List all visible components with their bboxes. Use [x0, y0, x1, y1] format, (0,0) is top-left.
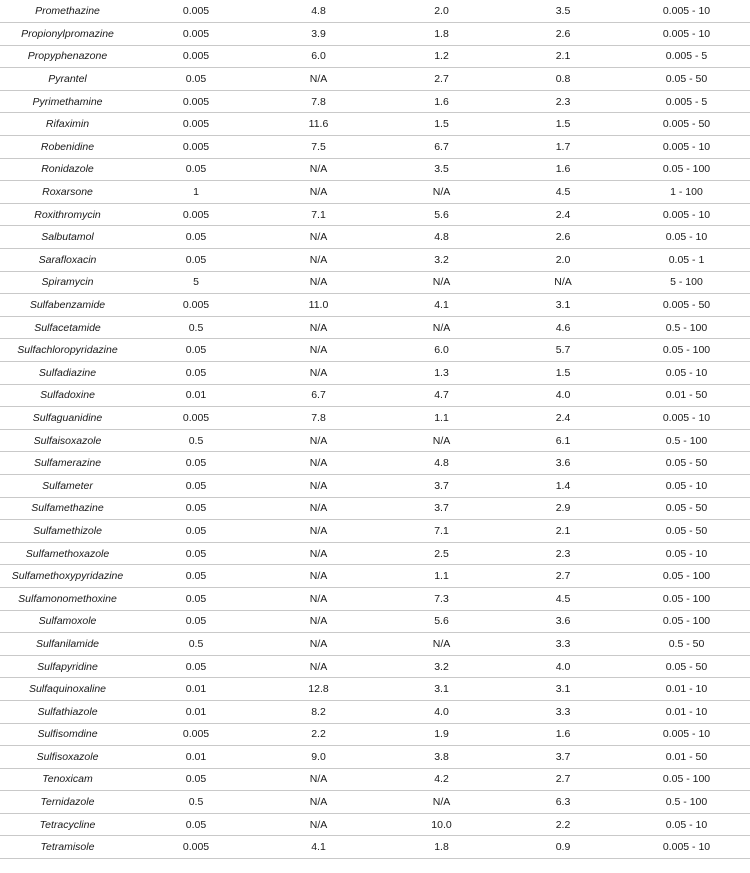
value-cell-2: 7.8	[257, 407, 380, 430]
value-cell-1: 0.5	[135, 633, 257, 656]
compound-name-cell: Sulfisomdine	[0, 723, 135, 746]
table-row	[0, 316, 750, 339]
compound-name-cell: Sulfamethoxypyridazine	[0, 565, 135, 588]
value-cell-4: 2.4	[503, 203, 623, 226]
value-cell-4: 1.5	[503, 362, 623, 385]
value-cell-4: 4.0	[503, 655, 623, 678]
value-cell-2: 4.1	[257, 836, 380, 859]
table-row	[0, 68, 750, 91]
range-cell: 0.05 - 10	[623, 226, 750, 249]
range-cell: 0.005 - 10	[623, 0, 750, 23]
value-cell-2: N/A	[257, 565, 380, 588]
value-cell-2: N/A	[257, 633, 380, 656]
range-cell: 0.05 - 100	[623, 565, 750, 588]
value-cell-4: 2.9	[503, 497, 623, 520]
range-cell: 0.05 - 50	[623, 520, 750, 543]
table-row	[0, 294, 750, 317]
value-cell-1: 0.01	[135, 746, 257, 769]
range-cell: 0.005 - 10	[623, 407, 750, 430]
range-cell: 0.01 - 50	[623, 384, 750, 407]
value-cell-3: 1.8	[380, 23, 503, 46]
value-cell-3: 4.7	[380, 384, 503, 407]
value-cell-4: 1.5	[503, 113, 623, 136]
value-cell-1: 0.01	[135, 384, 257, 407]
value-cell-4: 2.3	[503, 90, 623, 113]
value-cell-2: N/A	[257, 497, 380, 520]
value-cell-2: 3.9	[257, 23, 380, 46]
table-row	[0, 655, 750, 678]
compound-name-cell: Salbutamol	[0, 226, 135, 249]
value-cell-1: 0.005	[135, 90, 257, 113]
value-cell-3: 1.9	[380, 723, 503, 746]
value-cell-2: N/A	[257, 610, 380, 633]
range-cell: 0.05 - 10	[623, 474, 750, 497]
value-cell-3: 4.8	[380, 452, 503, 475]
table-row	[0, 587, 750, 610]
table-row	[0, 384, 750, 407]
compound-name-cell: Roxithromycin	[0, 203, 135, 226]
value-cell-1: 0.5	[135, 429, 257, 452]
value-cell-3: 1.8	[380, 836, 503, 859]
range-cell: 0.05 - 100	[623, 768, 750, 791]
table-row	[0, 768, 750, 791]
value-cell-3: 1.5	[380, 113, 503, 136]
value-cell-4: 2.7	[503, 768, 623, 791]
value-cell-2: N/A	[257, 339, 380, 362]
table-row	[0, 203, 750, 226]
range-cell: 0.05 - 10	[623, 813, 750, 836]
value-cell-2: N/A	[257, 768, 380, 791]
value-cell-4: 4.6	[503, 316, 623, 339]
value-cell-4: 3.1	[503, 294, 623, 317]
value-cell-1: 0.05	[135, 362, 257, 385]
compound-name-cell: Ternidazole	[0, 791, 135, 814]
table-row	[0, 520, 750, 543]
compound-name-cell: Tetramisole	[0, 836, 135, 859]
value-cell-1: 0.05	[135, 226, 257, 249]
value-cell-3: N/A	[380, 791, 503, 814]
value-cell-4: N/A	[503, 271, 623, 294]
value-cell-1: 0.01	[135, 700, 257, 723]
compound-name-cell: Ronidazole	[0, 158, 135, 181]
value-cell-1: 0.05	[135, 565, 257, 588]
table-row	[0, 181, 750, 204]
range-cell: 0.5 - 100	[623, 791, 750, 814]
value-cell-3: 4.1	[380, 294, 503, 317]
value-cell-1: 0.05	[135, 587, 257, 610]
compound-name-cell: Robenidine	[0, 136, 135, 159]
value-cell-4: 6.3	[503, 791, 623, 814]
value-cell-2: 6.0	[257, 45, 380, 68]
value-cell-3: 3.1	[380, 678, 503, 701]
value-cell-2: 11.6	[257, 113, 380, 136]
compound-name-cell: Sulfathiazole	[0, 700, 135, 723]
compound-name-cell: Sulfisoxazole	[0, 746, 135, 769]
compound-name-cell: Sulfamonomethoxine	[0, 587, 135, 610]
value-cell-1: 0.05	[135, 339, 257, 362]
value-cell-2: N/A	[257, 474, 380, 497]
value-cell-3: 4.2	[380, 768, 503, 791]
value-cell-4: 3.6	[503, 610, 623, 633]
value-cell-3: 1.3	[380, 362, 503, 385]
compound-name-cell: Promethazine	[0, 0, 135, 23]
value-cell-4: 1.7	[503, 136, 623, 159]
table-row	[0, 542, 750, 565]
value-cell-2: N/A	[257, 181, 380, 204]
value-cell-4: 4.0	[503, 384, 623, 407]
value-cell-3: 2.7	[380, 68, 503, 91]
value-cell-2: N/A	[257, 68, 380, 91]
compound-name-cell: Sulfaquinoxaline	[0, 678, 135, 701]
value-cell-1: 0.005	[135, 113, 257, 136]
value-cell-1: 5	[135, 271, 257, 294]
table-row	[0, 497, 750, 520]
value-cell-2: 9.0	[257, 746, 380, 769]
range-cell: 0.005 - 5	[623, 45, 750, 68]
value-cell-1: 0.5	[135, 791, 257, 814]
compound-name-cell: Sulfamoxole	[0, 610, 135, 633]
range-cell: 0.05 - 50	[623, 452, 750, 475]
value-cell-3: N/A	[380, 316, 503, 339]
value-cell-1: 0.005	[135, 136, 257, 159]
compound-name-cell: Sulfameter	[0, 474, 135, 497]
table-row	[0, 23, 750, 46]
value-cell-2: N/A	[257, 791, 380, 814]
value-cell-3: 3.2	[380, 655, 503, 678]
value-cell-4: 4.5	[503, 587, 623, 610]
range-cell: 0.05 - 100	[623, 587, 750, 610]
value-cell-2: N/A	[257, 226, 380, 249]
value-cell-4: 3.3	[503, 700, 623, 723]
value-cell-3: 3.5	[380, 158, 503, 181]
table-row	[0, 723, 750, 746]
value-cell-3: 2.0	[380, 0, 503, 23]
table-row	[0, 113, 750, 136]
table-row	[0, 791, 750, 814]
value-cell-1: 0.05	[135, 474, 257, 497]
range-cell: 0.05 - 1	[623, 249, 750, 272]
compound-name-cell: Sulfanilamide	[0, 633, 135, 656]
range-cell: 0.05 - 100	[623, 610, 750, 633]
value-cell-3: 6.0	[380, 339, 503, 362]
value-cell-2: N/A	[257, 542, 380, 565]
value-cell-4: 1.6	[503, 158, 623, 181]
value-cell-3: 5.6	[380, 203, 503, 226]
table-row	[0, 429, 750, 452]
range-cell: 0.005 - 5	[623, 90, 750, 113]
table-row	[0, 452, 750, 475]
compound-name-cell: Propyphenazone	[0, 45, 135, 68]
value-cell-2: 11.0	[257, 294, 380, 317]
value-cell-4: 2.6	[503, 23, 623, 46]
value-cell-3: N/A	[380, 271, 503, 294]
table-row	[0, 474, 750, 497]
range-cell: 0.005 - 10	[623, 23, 750, 46]
compound-name-cell: Sulfamethoxazole	[0, 542, 135, 565]
value-cell-1: 0.005	[135, 836, 257, 859]
value-cell-3: 7.1	[380, 520, 503, 543]
value-cell-4: 3.3	[503, 633, 623, 656]
value-cell-1: 0.05	[135, 768, 257, 791]
value-cell-1: 0.005	[135, 203, 257, 226]
compound-name-cell: Sulfaguanidine	[0, 407, 135, 430]
value-cell-3: N/A	[380, 633, 503, 656]
value-cell-4: 3.6	[503, 452, 623, 475]
value-cell-2: 6.7	[257, 384, 380, 407]
range-cell: 1 - 100	[623, 181, 750, 204]
value-cell-1: 0.01	[135, 678, 257, 701]
value-cell-3: N/A	[380, 181, 503, 204]
compound-name-cell: Roxarsone	[0, 181, 135, 204]
compound-name-cell: Sulfapyridine	[0, 655, 135, 678]
compound-name-cell: Sulfacetamide	[0, 316, 135, 339]
value-cell-1: 0.05	[135, 158, 257, 181]
table-row	[0, 362, 750, 385]
value-cell-2: 7.8	[257, 90, 380, 113]
value-cell-2: N/A	[257, 158, 380, 181]
value-cell-3: 3.8	[380, 746, 503, 769]
value-cell-1: 0.05	[135, 497, 257, 520]
value-cell-2: N/A	[257, 316, 380, 339]
table-row	[0, 836, 750, 859]
value-cell-1: 0.005	[135, 723, 257, 746]
table-row	[0, 678, 750, 701]
range-cell: 0.005 - 10	[623, 723, 750, 746]
range-cell: 0.05 - 10	[623, 542, 750, 565]
range-cell: 0.5 - 100	[623, 316, 750, 339]
table-row	[0, 565, 750, 588]
value-cell-3: 4.0	[380, 700, 503, 723]
table-row	[0, 158, 750, 181]
compound-name-cell: Tenoxicam	[0, 768, 135, 791]
value-cell-3: N/A	[380, 429, 503, 452]
range-cell: 0.05 - 50	[623, 68, 750, 91]
value-cell-4: 5.7	[503, 339, 623, 362]
value-cell-3: 3.7	[380, 474, 503, 497]
value-cell-4: 3.1	[503, 678, 623, 701]
range-cell: 0.05 - 50	[623, 497, 750, 520]
value-cell-1: 0.05	[135, 610, 257, 633]
compound-name-cell: Sulfaisoxazole	[0, 429, 135, 452]
table-row	[0, 136, 750, 159]
compound-name-cell: Sulfabenzamide	[0, 294, 135, 317]
value-cell-1: 0.5	[135, 316, 257, 339]
value-cell-4: 2.4	[503, 407, 623, 430]
value-cell-2: N/A	[257, 587, 380, 610]
value-cell-3: 3.7	[380, 497, 503, 520]
value-cell-2: N/A	[257, 655, 380, 678]
value-cell-3: 6.7	[380, 136, 503, 159]
value-cell-2: N/A	[257, 452, 380, 475]
table-row	[0, 813, 750, 836]
value-cell-3: 5.6	[380, 610, 503, 633]
table-row	[0, 249, 750, 272]
value-cell-2: 7.1	[257, 203, 380, 226]
value-cell-4: 0.8	[503, 68, 623, 91]
compound-name-cell: Sulfamethazine	[0, 497, 135, 520]
value-cell-2: N/A	[257, 249, 380, 272]
value-cell-4: 3.7	[503, 746, 623, 769]
value-cell-4: 2.1	[503, 45, 623, 68]
table-row	[0, 339, 750, 362]
compound-name-cell: Tetracycline	[0, 813, 135, 836]
value-cell-2: N/A	[257, 429, 380, 452]
value-cell-3: 10.0	[380, 813, 503, 836]
value-cell-1: 0.05	[135, 813, 257, 836]
compound-name-cell: Propionylpromazine	[0, 23, 135, 46]
range-cell: 0.5 - 100	[623, 429, 750, 452]
value-cell-1: 0.05	[135, 249, 257, 272]
value-cell-4: 4.5	[503, 181, 623, 204]
range-cell: 5 - 100	[623, 271, 750, 294]
range-cell: 0.005 - 10	[623, 203, 750, 226]
value-cell-4: 1.4	[503, 474, 623, 497]
compound-name-cell: Sarafloxacin	[0, 249, 135, 272]
compound-name-cell: Sulfamethizole	[0, 520, 135, 543]
value-cell-1: 0.05	[135, 655, 257, 678]
value-cell-1: 0.005	[135, 23, 257, 46]
range-cell: 0.05 - 10	[623, 362, 750, 385]
value-cell-2: 8.2	[257, 700, 380, 723]
value-cell-2: N/A	[257, 813, 380, 836]
value-cell-2: 4.8	[257, 0, 380, 23]
compound-name-cell: Sulfadoxine	[0, 384, 135, 407]
value-cell-2: N/A	[257, 362, 380, 385]
compound-name-cell: Sulfachloropyridazine	[0, 339, 135, 362]
value-cell-4: 2.6	[503, 226, 623, 249]
range-cell: 0.005 - 50	[623, 113, 750, 136]
value-cell-4: 2.0	[503, 249, 623, 272]
table-row	[0, 700, 750, 723]
value-cell-1: 0.05	[135, 452, 257, 475]
compound-name-cell: Pyrimethamine	[0, 90, 135, 113]
table-row	[0, 610, 750, 633]
table-row	[0, 90, 750, 113]
value-cell-1: 0.005	[135, 0, 257, 23]
range-cell: 0.005 - 50	[623, 294, 750, 317]
value-cell-4: 2.3	[503, 542, 623, 565]
value-cell-2: N/A	[257, 271, 380, 294]
table-row	[0, 633, 750, 656]
table-row	[0, 407, 750, 430]
value-cell-1: 0.05	[135, 68, 257, 91]
range-cell: 0.5 - 50	[623, 633, 750, 656]
table-row	[0, 226, 750, 249]
value-cell-4: 2.1	[503, 520, 623, 543]
value-cell-2: 7.5	[257, 136, 380, 159]
compound-name-cell: Spiramycin	[0, 271, 135, 294]
value-cell-3: 7.3	[380, 587, 503, 610]
range-cell: 0.005 - 10	[623, 836, 750, 859]
value-cell-3: 1.2	[380, 45, 503, 68]
table-row	[0, 0, 750, 23]
value-cell-3: 4.8	[380, 226, 503, 249]
value-cell-1: 0.005	[135, 407, 257, 430]
table-row	[0, 45, 750, 68]
value-cell-4: 6.1	[503, 429, 623, 452]
value-cell-1: 0.005	[135, 294, 257, 317]
value-cell-3: 1.1	[380, 407, 503, 430]
value-cell-1: 0.005	[135, 45, 257, 68]
table-row	[0, 271, 750, 294]
value-cell-4: 2.7	[503, 565, 623, 588]
value-cell-3: 1.6	[380, 90, 503, 113]
value-cell-4: 0.9	[503, 836, 623, 859]
table-row	[0, 746, 750, 769]
value-cell-2: N/A	[257, 520, 380, 543]
range-cell: 0.005 - 10	[623, 136, 750, 159]
value-cell-1: 0.05	[135, 542, 257, 565]
value-cell-2: 12.8	[257, 678, 380, 701]
value-cell-4: 2.2	[503, 813, 623, 836]
range-cell: 0.05 - 100	[623, 158, 750, 181]
range-cell: 0.05 - 100	[623, 339, 750, 362]
range-cell: 0.01 - 10	[623, 678, 750, 701]
range-cell: 0.01 - 10	[623, 700, 750, 723]
value-cell-1: 0.05	[135, 520, 257, 543]
compound-name-cell: Sulfadiazine	[0, 362, 135, 385]
value-cell-4: 3.5	[503, 0, 623, 23]
value-cell-4: 1.6	[503, 723, 623, 746]
value-cell-3: 3.2	[380, 249, 503, 272]
value-cell-3: 1.1	[380, 565, 503, 588]
range-cell: 0.05 - 50	[623, 655, 750, 678]
value-cell-1: 1	[135, 181, 257, 204]
range-cell: 0.01 - 50	[623, 746, 750, 769]
compound-name-cell: Sulfamerazine	[0, 452, 135, 475]
compound-name-cell: Pyrantel	[0, 68, 135, 91]
value-cell-2: 2.2	[257, 723, 380, 746]
value-cell-3: 2.5	[380, 542, 503, 565]
compound-name-cell: Rifaximin	[0, 113, 135, 136]
